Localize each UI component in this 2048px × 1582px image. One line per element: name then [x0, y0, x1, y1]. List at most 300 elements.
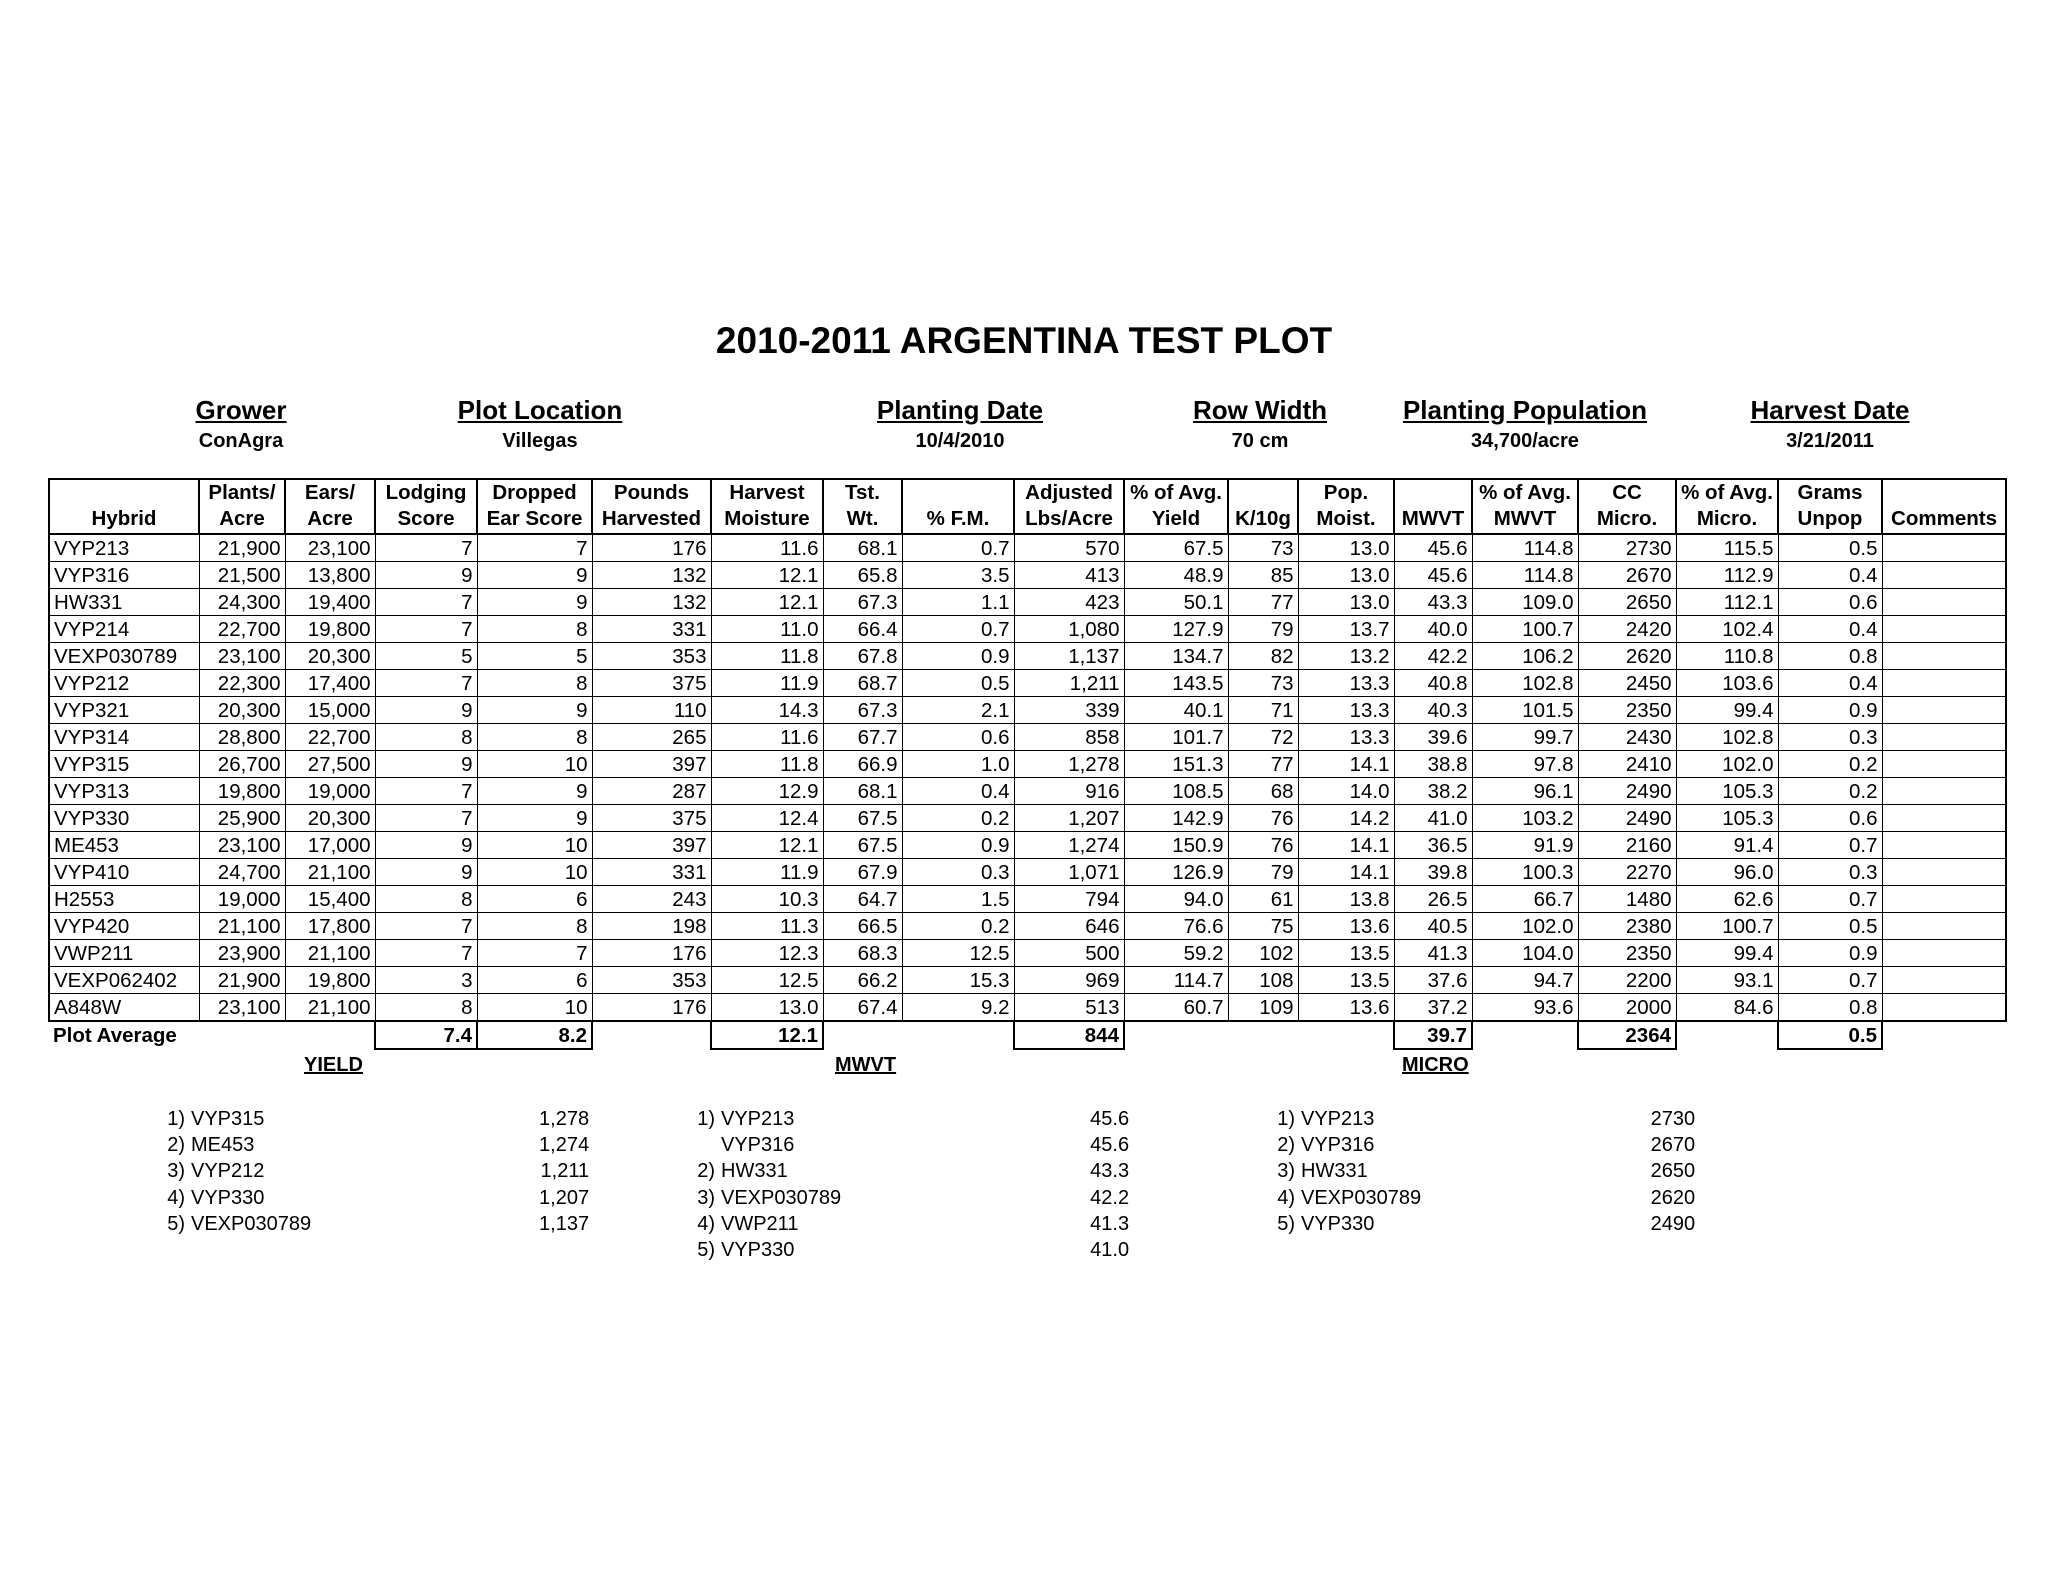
hybrid-cell: VYP313 — [49, 778, 199, 805]
rank-value: 1,211 — [540, 1160, 590, 1183]
data-cell: 5 — [477, 643, 592, 670]
col-header-line: % F.M. — [926, 507, 990, 530]
spacer-cell — [1124, 1021, 1394, 1049]
data-cell: 9 — [477, 589, 592, 616]
rank-value: 1,278 — [539, 1108, 590, 1130]
data-cell: 13.6 — [1298, 994, 1394, 1022]
data-cell: 22,700 — [285, 724, 375, 751]
hybrid-cell: VWP211 — [49, 940, 199, 967]
data-cell: 13.0 — [1298, 562, 1394, 589]
data-cell: 151.3 — [1124, 751, 1228, 778]
data-cell: 64.7 — [823, 886, 902, 913]
data-cell: 2410 — [1578, 751, 1676, 778]
info-planting-population — [1395, 394, 1655, 456]
data-cell: 0.4 — [902, 778, 1014, 805]
data-cell — [1882, 697, 2006, 724]
data-cell: 7 — [477, 940, 592, 967]
col-header-line: % of Avg. — [1130, 481, 1222, 504]
data-cell: 73 — [1228, 670, 1298, 697]
data-cell: 102.8 — [1472, 670, 1578, 697]
data-cell: 646 — [1014, 913, 1124, 940]
data-cell: 5 — [375, 643, 477, 670]
table-row — [49, 778, 2006, 805]
info-grower — [176, 394, 306, 456]
data-cell: 66.7 — [1472, 886, 1578, 913]
col-header-line: Ears/ — [304, 481, 356, 504]
data-cell: 71 — [1228, 697, 1298, 724]
data-cell: 176 — [592, 534, 711, 562]
data-cell: 76.6 — [1124, 913, 1228, 940]
info-value: Villegas — [502, 430, 578, 452]
data-cell: 375 — [592, 805, 711, 832]
data-cell: 17,000 — [285, 832, 375, 859]
data-cell: 66.2 — [823, 967, 902, 994]
data-cell: 102.4 — [1676, 616, 1778, 643]
data-cell: 14.1 — [1298, 751, 1394, 778]
data-cell: 26.5 — [1394, 886, 1472, 913]
data-cell: 0.9 — [1778, 697, 1882, 724]
data-cell — [1882, 643, 2006, 670]
rank-hybrid: VWP211 — [721, 1212, 799, 1235]
rank-number: 2) — [167, 1134, 185, 1157]
data-cell: 2730 — [1578, 534, 1676, 562]
data-cell — [1882, 805, 2006, 832]
data-cell: 2490 — [1578, 805, 1676, 832]
hybrid-cell: VYP212 — [49, 670, 199, 697]
data-cell: 0.7 — [1778, 832, 1882, 859]
info-label: Harvest Date — [1750, 395, 1910, 425]
data-cell: 2430 — [1578, 724, 1676, 751]
data-cell: 9.2 — [902, 994, 1014, 1022]
data-cell: 2270 — [1578, 859, 1676, 886]
data-cell: 110.8 — [1676, 643, 1778, 670]
data-cell: 339 — [1014, 697, 1124, 724]
data-cell: 19,800 — [285, 616, 375, 643]
data-cell: 9 — [375, 697, 477, 724]
data-cell: 14.1 — [1298, 859, 1394, 886]
data-cell: 13.8 — [1298, 886, 1394, 913]
info-value: ConAgra — [198, 430, 284, 452]
data-cell: 100.7 — [1676, 913, 1778, 940]
hybrid-cell: VYP314 — [49, 724, 199, 751]
rank-number: 4) — [167, 1186, 185, 1209]
col-header-line: CC — [1612, 481, 1642, 504]
data-cell: 94.7 — [1472, 967, 1578, 994]
data-cell: 7 — [375, 805, 477, 832]
data-cell: 103.6 — [1676, 670, 1778, 697]
data-cell: 39.6 — [1394, 724, 1472, 751]
data-cell — [1882, 670, 2006, 697]
table-row — [49, 940, 2006, 967]
rank-item — [697, 1158, 1130, 1184]
rank-item — [697, 1211, 1130, 1237]
data-cell: 68 — [1228, 778, 1298, 805]
data-cell: 0.3 — [1778, 724, 1882, 751]
data-cell: 106.2 — [1472, 643, 1578, 670]
yield-rank-list — [167, 1106, 590, 1237]
data-cell: 397 — [592, 832, 711, 859]
data-cell: 41.0 — [1394, 805, 1472, 832]
micro-rank-list — [1277, 1106, 1696, 1237]
data-cell: 67.9 — [823, 859, 902, 886]
data-cell: 1.1 — [902, 589, 1014, 616]
data-cell: 23,100 — [199, 994, 285, 1022]
data-cell: 67.5 — [1124, 534, 1228, 562]
data-cell: 794 — [1014, 886, 1124, 913]
col-header-line: Harvested — [601, 507, 702, 530]
plot-average-label: Plot Average — [53, 1024, 177, 1047]
data-cell: 11.8 — [711, 643, 823, 670]
table-row — [49, 751, 2006, 778]
data-cell: 12.1 — [711, 589, 823, 616]
data-cell: 40.5 — [1394, 913, 1472, 940]
data-cell: 99.4 — [1676, 940, 1778, 967]
data-cell: 11.9 — [711, 859, 823, 886]
data-cell: 38.2 — [1394, 778, 1472, 805]
table-row — [49, 724, 2006, 751]
data-cell: 9 — [477, 562, 592, 589]
avg-mwvt: 39.7 — [1394, 1021, 1472, 1049]
info-label: Grower — [195, 395, 287, 425]
rank-hybrid: VYP213 — [721, 1108, 795, 1130]
data-cell: 105.3 — [1676, 778, 1778, 805]
data-cell: 0.5 — [1778, 913, 1882, 940]
hybrid-cell: ME453 — [49, 832, 199, 859]
rank-value: 1,274 — [539, 1134, 590, 1157]
hybrid-cell: VYP214 — [49, 616, 199, 643]
data-cell: 109 — [1228, 994, 1298, 1022]
col-header-ears-acre — [285, 479, 375, 534]
data-cell: 14.2 — [1298, 805, 1394, 832]
table-row — [49, 670, 2006, 697]
data-cell: 13.0 — [711, 994, 823, 1022]
col-header-line — [907, 480, 1009, 506]
data-cell: 13.0 — [1298, 534, 1394, 562]
data-cell: 287 — [592, 778, 711, 805]
data-cell — [1882, 994, 2006, 1022]
data-cell: 14.0 — [1298, 778, 1394, 805]
data-cell — [1882, 562, 2006, 589]
data-cell: 10 — [477, 994, 592, 1022]
data-cell: 67.4 — [823, 994, 902, 1022]
data-cell: 41.3 — [1394, 940, 1472, 967]
data-cell: 0.7 — [1778, 886, 1882, 913]
data-cell: 3 — [375, 967, 477, 994]
data-cell: 2350 — [1578, 697, 1676, 724]
data-cell: 1,080 — [1014, 616, 1124, 643]
table-row — [49, 616, 2006, 643]
data-cell: 10.3 — [711, 886, 823, 913]
data-cell: 14.3 — [711, 697, 823, 724]
data-cell: 0.2 — [1778, 751, 1882, 778]
data-cell: 0.6 — [1778, 589, 1882, 616]
data-cell: 9 — [375, 562, 477, 589]
table-row — [49, 994, 2006, 1022]
data-cell: 15,000 — [285, 697, 375, 724]
data-cell: 97.8 — [1472, 751, 1578, 778]
rank-number: 4) — [697, 1212, 715, 1235]
rank-item — [1277, 1106, 1696, 1132]
data-cell: 7 — [375, 616, 477, 643]
data-cell: 331 — [592, 616, 711, 643]
data-cell: 38.8 — [1394, 751, 1472, 778]
col-header-line — [1399, 480, 1467, 506]
data-cell: 99.7 — [1472, 724, 1578, 751]
data-cell: 102 — [1228, 940, 1298, 967]
rank-item — [1277, 1185, 1696, 1211]
data-cell: 99.4 — [1676, 697, 1778, 724]
data-cell: 23,100 — [199, 832, 285, 859]
data-cell: 25,900 — [199, 805, 285, 832]
data-cell — [1882, 832, 2006, 859]
rank-hybrid: VEXP030789 — [1301, 1186, 1422, 1209]
data-cell: 27,500 — [285, 751, 375, 778]
col-header-line: Pop. — [1323, 481, 1369, 504]
data-cell: 108 — [1228, 967, 1298, 994]
hybrid-cell: VYP213 — [49, 534, 199, 562]
rank-hybrid: ME453 — [191, 1134, 255, 1157]
data-cell: 94.0 — [1124, 886, 1228, 913]
data-cell: 110 — [592, 697, 711, 724]
data-cell: 21,100 — [285, 940, 375, 967]
col-header-line: Lodging — [385, 481, 467, 504]
data-cell: 15.3 — [902, 967, 1014, 994]
spacer-cell — [1882, 1021, 2006, 1049]
col-header-line: Unpop — [1797, 507, 1863, 530]
data-cell: 265 — [592, 724, 711, 751]
data-cell: 48.9 — [1124, 562, 1228, 589]
data-cell: 67.3 — [823, 697, 902, 724]
data-cell: 9 — [375, 832, 477, 859]
mwvt-rank-list — [697, 1106, 1130, 1263]
rank-hybrid: VEXP030789 — [191, 1212, 312, 1235]
hybrid-cell: VYP321 — [49, 697, 199, 724]
hybrid-cell: H2553 — [49, 886, 199, 913]
data-cell: 96.1 — [1472, 778, 1578, 805]
rank-hybrid: HW331 — [1301, 1160, 1368, 1183]
rank-value: 41.0 — [1090, 1238, 1130, 1261]
data-cell: 42.2 — [1394, 643, 1472, 670]
rank-hybrid: VYP330 — [721, 1238, 795, 1261]
avg-unpop: 0.5 — [1778, 1021, 1882, 1049]
data-cell: 10 — [477, 859, 592, 886]
data-cell: 17,400 — [285, 670, 375, 697]
data-cell: 10 — [477, 832, 592, 859]
data-cell: 9 — [477, 805, 592, 832]
data-cell: 13.3 — [1298, 670, 1394, 697]
rank-hybrid: VYP315 — [191, 1108, 265, 1130]
table-row — [49, 589, 2006, 616]
data-cell: 67.8 — [823, 643, 902, 670]
col-header-line — [54, 480, 194, 506]
data-cell: 14.1 — [1298, 832, 1394, 859]
hybrid-cell: VYP410 — [49, 859, 199, 886]
data-cell: 1480 — [1578, 886, 1676, 913]
data-cell: 68.7 — [823, 670, 902, 697]
data-cell — [1882, 913, 2006, 940]
data-cell: 36.5 — [1394, 832, 1472, 859]
data-cell: 513 — [1014, 994, 1124, 1022]
data-cell — [1882, 589, 2006, 616]
data-cell: 19,000 — [285, 778, 375, 805]
data-cell: 39.8 — [1394, 859, 1472, 886]
data-cell: 62.6 — [1676, 886, 1778, 913]
col-header-line: Yield — [1151, 507, 1201, 530]
spacer-cell — [1676, 1021, 1778, 1049]
col-header-line: MWVT — [1401, 507, 1465, 530]
col-header-pounds-harvested — [592, 479, 711, 534]
data-cell: 22,300 — [199, 670, 285, 697]
col-header-harvest-moisture — [711, 479, 823, 534]
data-cell: 0.3 — [1778, 859, 1882, 886]
data-cell: 7 — [375, 670, 477, 697]
rank-item — [167, 1211, 590, 1237]
data-cell: 12.1 — [711, 832, 823, 859]
data-cell: 21,900 — [199, 967, 285, 994]
data-cell: 11.6 — [711, 534, 823, 562]
info-label: Planting Population — [1402, 395, 1648, 425]
data-cell — [1882, 616, 2006, 643]
data-cell: 67.5 — [823, 805, 902, 832]
data-cell: 19,800 — [199, 778, 285, 805]
rank-value: 45.6 — [1090, 1108, 1130, 1130]
col-header-cc-micro — [1578, 479, 1676, 534]
data-cell: 21,500 — [199, 562, 285, 589]
rank-hybrid: VYP330 — [191, 1186, 265, 1209]
data-cell: 26,700 — [199, 751, 285, 778]
table-row — [49, 534, 2006, 562]
data-cell: 8 — [477, 724, 592, 751]
info-value: 70 cm — [1231, 430, 1289, 452]
col-header-line: Grams — [1797, 481, 1863, 504]
rank-number: 4) — [1277, 1186, 1295, 1209]
data-cell: 8 — [375, 886, 477, 913]
data-cell: 0.3 — [902, 859, 1014, 886]
data-cell: 858 — [1014, 724, 1124, 751]
col-header-lodging-score — [375, 479, 477, 534]
data-cell: 8 — [477, 913, 592, 940]
col-header-line: % of Avg. — [1681, 481, 1773, 504]
data-cell: 11.0 — [711, 616, 823, 643]
data-cell: 7 — [375, 534, 477, 562]
info-label: Plot Location — [457, 395, 623, 425]
col-header-line: Micro. — [1596, 507, 1658, 530]
data-cell: 9 — [477, 778, 592, 805]
data-cell: 21,100 — [285, 859, 375, 886]
data-cell: 108.5 — [1124, 778, 1228, 805]
data-cell: 11.3 — [711, 913, 823, 940]
data-cell: 2380 — [1578, 913, 1676, 940]
data-cell: 7 — [375, 940, 477, 967]
rank-item — [167, 1106, 590, 1132]
data-cell — [1882, 967, 2006, 994]
data-cell: 127.9 — [1124, 616, 1228, 643]
data-cell: 0.2 — [902, 805, 1014, 832]
data-cell: 114.7 — [1124, 967, 1228, 994]
data-cell: 11.9 — [711, 670, 823, 697]
avg-moisture: 12.1 — [711, 1021, 823, 1049]
hybrid-cell: VYP330 — [49, 805, 199, 832]
data-cell — [1882, 778, 2006, 805]
data-cell: 13.6 — [1298, 913, 1394, 940]
data-cell: 91.9 — [1472, 832, 1578, 859]
data-cell: 12.4 — [711, 805, 823, 832]
data-cell: 21,900 — [199, 534, 285, 562]
data-cell: 13.0 — [1298, 589, 1394, 616]
col-header-line: K/10g — [1235, 507, 1291, 530]
data-cell: 353 — [592, 643, 711, 670]
col-header-plants-acre — [199, 479, 285, 534]
data-cell: 102.0 — [1472, 913, 1578, 940]
data-cell: 13.2 — [1298, 643, 1394, 670]
rank-item — [1277, 1132, 1696, 1158]
col-header-line: Comments — [1891, 507, 1997, 530]
col-header-line: Ear Score — [486, 507, 583, 530]
data-cell: 22,700 — [199, 616, 285, 643]
data-cell: 9 — [477, 697, 592, 724]
avg-lbs-acre: 844 — [1014, 1021, 1124, 1049]
data-cell: 0.2 — [1778, 778, 1882, 805]
data-cell: 176 — [592, 940, 711, 967]
data-cell: 101.5 — [1472, 697, 1578, 724]
data-cell: 12.9 — [711, 778, 823, 805]
data-cell: 916 — [1014, 778, 1124, 805]
data-cell: 104.0 — [1472, 940, 1578, 967]
data-cell: 76 — [1228, 805, 1298, 832]
spacer-cell — [823, 1021, 1014, 1049]
data-cell: 73 — [1228, 534, 1298, 562]
data-cell: 23,100 — [285, 534, 375, 562]
data-cell: 132 — [592, 562, 711, 589]
data-cell: 0.4 — [1778, 616, 1882, 643]
data-cell: 13.5 — [1298, 967, 1394, 994]
avg-lodging: 7.4 — [375, 1021, 477, 1049]
rank-hybrid: VYP316 — [1301, 1134, 1375, 1157]
data-cell: 60.7 — [1124, 994, 1228, 1022]
col-header-line: Score — [397, 507, 455, 530]
info-label: Planting Date — [876, 395, 1044, 425]
rank-number: 2) — [1277, 1134, 1295, 1157]
test-plot-table — [48, 478, 2007, 1050]
rank-number: 5) — [1277, 1212, 1295, 1235]
rank-hybrid: VYP213 — [1301, 1108, 1375, 1130]
rank-value: 45.6 — [1090, 1134, 1130, 1157]
data-cell: 100.3 — [1472, 859, 1578, 886]
rank-number: 5) — [697, 1238, 715, 1261]
data-cell: 7 — [375, 913, 477, 940]
rank-number: 3) — [697, 1186, 715, 1209]
data-cell: 12.5 — [711, 967, 823, 994]
col-header-line: Adjusted — [1025, 481, 1113, 504]
col-header-adjusted-lbs-acre — [1014, 479, 1124, 534]
col-header-line: Acre — [307, 507, 353, 530]
data-cell: 50.1 — [1124, 589, 1228, 616]
data-cell — [1882, 534, 2006, 562]
table-row — [49, 697, 2006, 724]
data-cell: 37.2 — [1394, 994, 1472, 1022]
data-cell: 37.6 — [1394, 967, 1472, 994]
spacer-cell — [592, 1021, 711, 1049]
data-cell: 19,800 — [285, 967, 375, 994]
data-cell: 8 — [375, 724, 477, 751]
rank-hybrid: VYP330 — [1301, 1212, 1375, 1235]
table-row — [49, 562, 2006, 589]
data-cell: 77 — [1228, 589, 1298, 616]
data-cell: 114.8 — [1472, 562, 1578, 589]
data-cell: 66.4 — [823, 616, 902, 643]
data-cell: 68.1 — [823, 534, 902, 562]
col-header-pop-moist — [1298, 479, 1394, 534]
